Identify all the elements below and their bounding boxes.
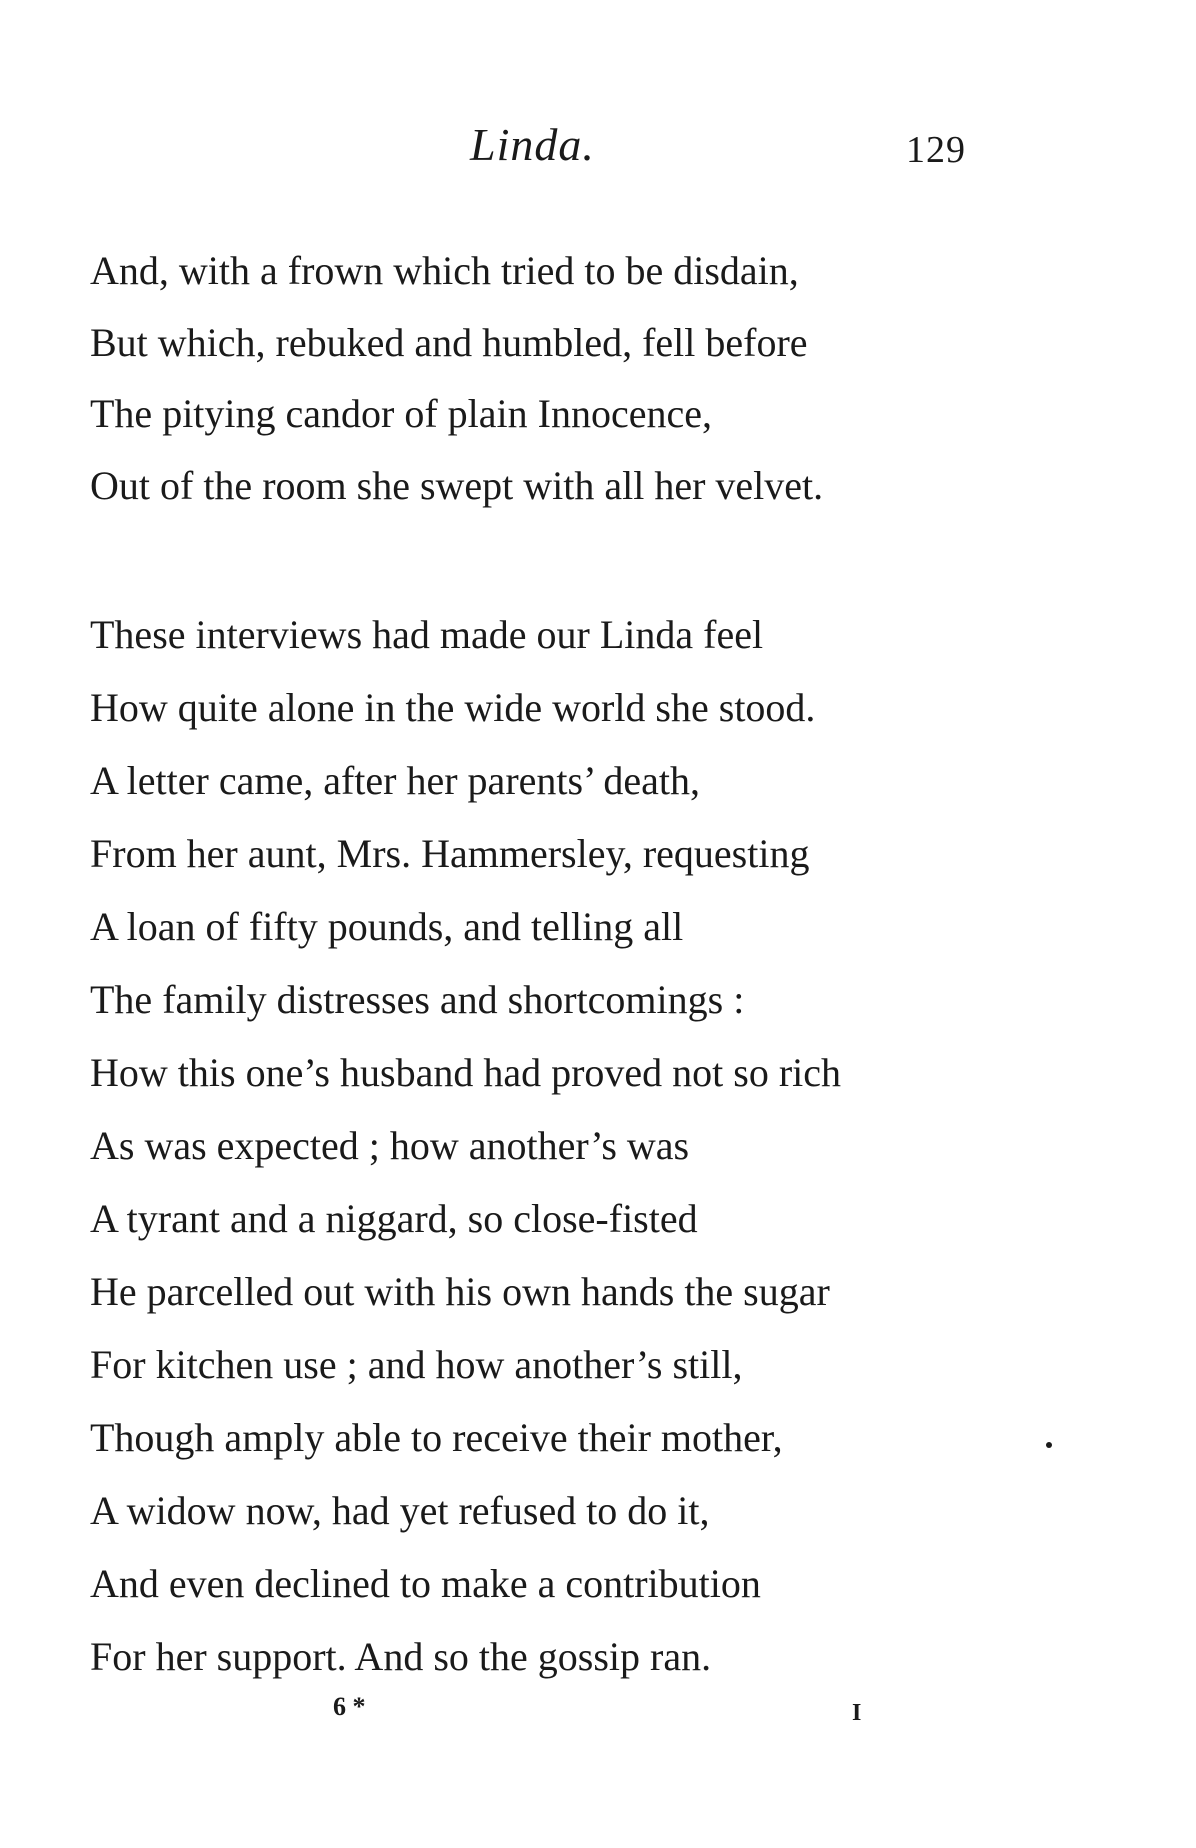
verse-line: From her aunt, Mrs. Hammersley, requesting: [90, 831, 810, 876]
verse-line: How this one’s husband had proved not so rich: [90, 1050, 842, 1095]
verse-line: And, with a frown which tried to be disdain,: [90, 248, 799, 293]
verse-line: A letter came, after her parents’ death,: [90, 758, 701, 803]
page-number: 129: [906, 129, 966, 171]
verse-line: But which, rebuked and humbled, fell before: [90, 319, 808, 365]
verse-line: Though amply able to receive their mother,: [90, 1415, 783, 1460]
running-head: [0, 118, 1196, 178]
stanza-2: [90, 598, 841, 1693]
verse-line: The family distresses and shortcomings :: [90, 977, 745, 1022]
verse-line: A widow now, had yet refused to do it,: [90, 1488, 710, 1533]
verse-line: These interviews had made our Linda feel: [90, 612, 764, 657]
verse-line: The pitying candor of plain Innocence,: [90, 391, 712, 436]
verse-line: How quite alone in the wide world she stood.: [90, 685, 816, 730]
verse-line: And even declined to make a contribution: [90, 1561, 761, 1606]
stray-ink-dot: [1046, 1442, 1052, 1448]
verse-line: As was expected ; how another’s was: [90, 1123, 690, 1168]
running-head-title: Linda.: [470, 119, 595, 170]
verse-line: A tyrant and a niggard, so close-fisted: [90, 1196, 698, 1241]
stanza-1: [90, 235, 823, 521]
gathering-mark: I: [852, 1700, 862, 1726]
verse-line: For kitchen use ; and how another’s still,: [90, 1342, 743, 1387]
verse-line: A loan of fifty pounds, and telling all: [90, 904, 684, 949]
verse-line: He parcelled out with his own hands the sugar: [90, 1269, 830, 1314]
signature-mark: 6 *: [333, 1692, 366, 1721]
verse-line: For her support. And so the gossip ran.: [90, 1634, 712, 1679]
verse-line: Out of the room she swept with all her velvet.: [90, 462, 824, 508]
